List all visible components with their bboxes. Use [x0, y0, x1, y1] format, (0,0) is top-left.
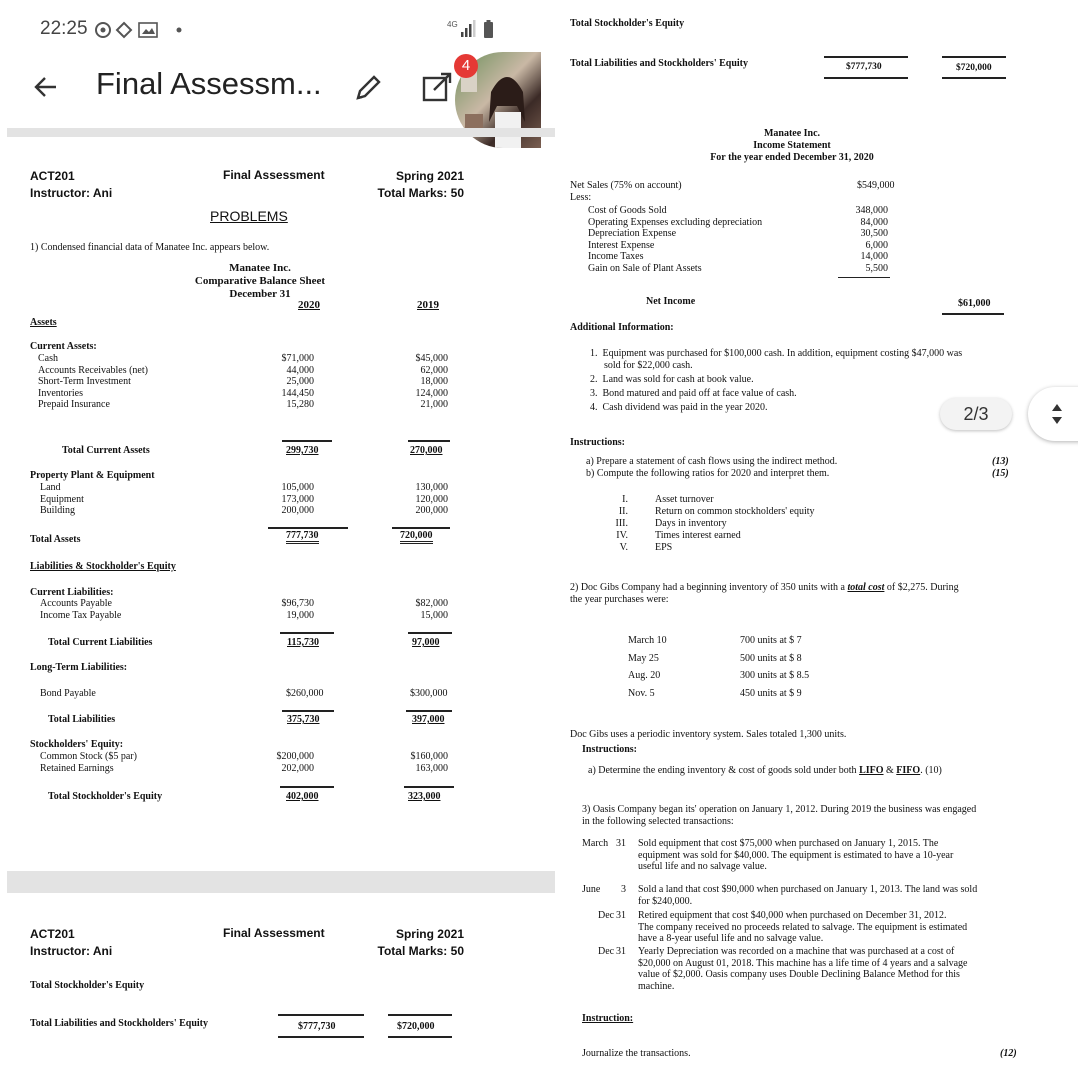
purchase-date: May 25 — [628, 652, 659, 664]
is-company: Manatee Inc. — [763, 128, 821, 139]
info-item — [590, 348, 962, 360]
value-2020: $96,730 — [281, 598, 314, 609]
q3-journalize: Journalize the transactions. — [582, 1048, 691, 1059]
ratio-num: V. — [619, 542, 628, 553]
txn-line: $20,000 on August 01, 2018. This machine has a life time of 4 years and a salvage — [638, 957, 968, 969]
item-num: 4. — [590, 402, 598, 413]
value-2019: 130,000 — [415, 482, 448, 493]
total-assets-label: Total Assets — [30, 534, 81, 545]
q2-instructions-heading: Instructions: — [582, 744, 638, 755]
instructor: Instructor: Ani — [30, 186, 113, 200]
value-2019: $45,000 — [415, 353, 448, 364]
expense-label: Gain on Sale of Plant Assets — [588, 262, 702, 274]
bs-company: Manatee Inc. — [229, 262, 291, 274]
liabilities-heading: Liabilities & Stockholder's Equity — [30, 561, 176, 572]
row-label: Short-Term Investment — [38, 376, 131, 387]
q2-instr-text: a) Determine the ending inventory & cost of goods sold under both — [588, 765, 860, 776]
row-label: Building — [40, 505, 76, 516]
value-2020: $71,000 — [281, 353, 314, 364]
ppe-heading: Property Plant & Equipment — [30, 470, 155, 481]
instruction-b: b) Compute the following ratios for 2020 and interpret them. — [586, 468, 830, 479]
status-time: 22:25 — [40, 18, 88, 39]
txn-line: The company received no proceeds related to salvage. The equipment is estimated — [638, 921, 968, 933]
bs-date: December 31 — [229, 288, 291, 300]
current-assets-2020 — [258, 353, 314, 411]
total-le-2019: $720,000 — [397, 1021, 435, 1032]
document-title: Final Assessm... — [96, 66, 322, 101]
item-num: 2. — [590, 374, 598, 385]
item-text: sold for $22,000 cash. — [604, 360, 693, 371]
page-break — [7, 871, 555, 893]
open-external-icon[interactable] — [420, 72, 454, 104]
q2-instruction-a — [588, 765, 942, 776]
info-item — [590, 374, 962, 386]
row-label: Common Stock ($5 par) — [40, 751, 137, 762]
total-equity-2019: 323,000 — [408, 791, 441, 802]
net-sales-value: $549,000 — [857, 180, 895, 191]
q2-lifo: LIFO — [859, 765, 884, 776]
q3-intro-line: 3) Oasis Company began its' operation on January 1, 2012. During 2019 the business was engaged — [582, 804, 977, 815]
ratio-num: III. — [615, 518, 628, 529]
value-2020: 105,000 — [281, 482, 314, 493]
signal-type: 4G — [447, 20, 458, 29]
ppe-2019 — [390, 482, 448, 517]
expense-value: 84,000 — [860, 216, 888, 228]
total-marks: Total Marks: 50 — [377, 944, 464, 958]
value-2020: 202,000 — [281, 762, 314, 774]
total-equity-label: Total Stockholder's Equity — [30, 980, 145, 991]
value-2020: 173,000 — [281, 493, 314, 505]
q2-amp: & — [883, 765, 897, 776]
scroll-handle[interactable] — [1028, 387, 1078, 441]
expense-label: Operating Expenses excluding depreciation — [588, 216, 763, 228]
value-2020: 19,000 — [286, 609, 314, 621]
net-sales-label: Net Sales (75% on account) — [570, 180, 682, 191]
document-page — [562, 0, 1078, 1080]
value-2019: 62,000 — [420, 364, 448, 376]
total-le-label: Total Liabilities and Stockholders' Equity — [30, 1018, 209, 1029]
ppe-2020 — [258, 482, 314, 517]
ratio-label: Asset turnover — [655, 494, 714, 505]
less-label: Less: — [570, 192, 592, 203]
ratio-label: EPS — [655, 542, 673, 553]
total-equity-label: Total Stockholder's Equity — [48, 791, 163, 802]
current-assets-labels — [38, 353, 148, 411]
q2-intro-cont: the year purchases were: — [570, 594, 669, 605]
top-total-equity-label: Total Stockholder's Equity — [570, 18, 685, 29]
expense-value: 30,500 — [860, 228, 888, 239]
net-income-value: $61,000 — [958, 298, 991, 309]
txn-text — [638, 838, 953, 873]
q2-intro-text: 2) Doc Gibs Company had a beginning inventory of 350 units with a — [570, 582, 848, 593]
expense-value: 14,000 — [860, 251, 888, 262]
col-2020: 2020 — [298, 299, 320, 311]
q3-instruction-heading: Instruction: — [582, 1013, 634, 1024]
txn-month: June — [582, 884, 601, 895]
assets-heading: Assets — [30, 317, 57, 328]
row-label: Accounts Receivables (net) — [38, 364, 148, 376]
assessment-title: Final Assessment — [223, 168, 325, 182]
value-2019: 124,000 — [415, 387, 448, 399]
txn-line: for $240,000. — [638, 895, 693, 907]
value-2019: 21,000 — [420, 399, 448, 410]
row-label: Cash — [38, 353, 58, 364]
current-assets-heading: Current Assets: — [30, 341, 97, 352]
value-2019: $160,000 — [410, 751, 448, 762]
instruction-a-marks: (13) — [992, 456, 1009, 467]
expense-value: 348,000 — [855, 205, 888, 216]
total-assets-2020: 777,730 — [286, 530, 319, 544]
total-equity-2020: 402,000 — [286, 791, 319, 802]
q2-note: Doc Gibs uses a periodic inventory system. Sales totaled 1,300 units. — [570, 729, 847, 740]
lt-liabilities-heading: Long-Term Liabilities: — [30, 662, 128, 673]
total-current-liabilities-label: Total Current Liabilities — [48, 637, 153, 648]
additional-info-heading: Additional Information: — [570, 322, 674, 333]
expense-value: 5,500 — [865, 262, 888, 274]
total-liabilities-label: Total Liabilities — [48, 714, 116, 725]
ratio-label: Times interest earned — [655, 530, 741, 541]
item-num: 3. — [590, 388, 598, 399]
expense-label: Depreciation Expense — [588, 228, 677, 239]
page-indicator: 2/3 — [940, 398, 1012, 430]
purchase-quantities — [740, 632, 809, 702]
q1-intro: 1) Condensed financial data of Manatee Inc. appears below. — [30, 242, 270, 253]
row-label: Inventories — [38, 387, 83, 399]
txn-day: 3 — [621, 884, 626, 895]
value-2019: 120,000 — [415, 493, 448, 505]
purchase-qty: 700 units at $ 7 — [740, 635, 802, 646]
txn-month: March — [582, 838, 609, 849]
ratio-num: IV. — [616, 530, 628, 541]
signal-battery-icon — [460, 18, 496, 40]
q2-intro — [570, 582, 959, 593]
value-2019: 163,000 — [415, 762, 448, 774]
item-num: 1. — [590, 348, 598, 359]
equity-heading: Stockholders' Equity: — [30, 739, 124, 750]
expense-label: Cost of Goods Sold — [588, 205, 667, 216]
txn-day: 31 — [616, 838, 626, 849]
expense-labels — [588, 205, 762, 274]
total-le-2020: $777,730 — [298, 1021, 336, 1032]
txn-line: equipment was sold for $40,000. The equipment is estimated to have a 10-year — [638, 849, 954, 861]
bs-statement: Comparative Balance Sheet — [194, 275, 326, 287]
row-label: Equipment — [40, 493, 84, 505]
txn-day: 31 — [616, 946, 626, 957]
txn-month: Dec — [598, 946, 615, 957]
problems-title: PROBLEMS — [210, 208, 288, 224]
row-label: Land — [40, 482, 61, 493]
notification-badge: 4 — [454, 54, 478, 78]
q3-intro-line: in the following selected transactions: — [582, 816, 734, 827]
bond-payable-2019: $300,000 — [410, 688, 448, 699]
instruction-b-marks: (15) — [992, 468, 1009, 479]
value-2020: 144,450 — [281, 387, 314, 399]
is-statement: Income Statement — [753, 140, 831, 151]
ratio-numerals — [608, 494, 628, 554]
value-2020: 15,280 — [286, 399, 314, 410]
ratio-label: Days in inventory — [655, 518, 727, 529]
instructions1-heading: Instructions: — [570, 437, 626, 448]
is-period: For the year ended December 31, 2020 — [710, 152, 874, 163]
term: Spring 2021 — [395, 927, 464, 941]
txn-line: useful life and no salvage value. — [638, 861, 767, 872]
txn-day: 31 — [616, 910, 626, 921]
item-text: Equipment was purchased for $100,000 cash. In addition, equipment costing $47,000 was — [602, 348, 963, 359]
page-separator — [7, 128, 555, 137]
total-liabilities-2020: 375,730 — [287, 714, 320, 725]
item-text: Land was sold for cash at book value. — [602, 374, 754, 385]
notification-icons — [94, 20, 194, 40]
expense-values — [838, 205, 888, 274]
txn-line: have a 8-year useful life and no salvage value. — [638, 933, 824, 944]
top-total-le-label: Total Liabilities and Stockholders' Equity — [570, 58, 749, 69]
course-code: ACT201 — [30, 927, 75, 941]
current-liabilities-heading: Current Liabilities: — [30, 587, 114, 598]
q3-intro — [582, 804, 976, 828]
purchase-date: Nov. 5 — [628, 687, 655, 699]
value-2020: $200,000 — [276, 751, 314, 762]
ppe-labels — [40, 482, 84, 517]
txn-line: Retired equipment that cost $40,000 when purchased on December 31, 2012. — [638, 910, 947, 921]
info-item — [590, 402, 962, 414]
ratio-num: I. — [622, 494, 628, 505]
additional-info-list — [590, 348, 962, 414]
txn-text — [638, 910, 967, 945]
expense-label: Income Taxes — [588, 251, 644, 262]
row-label: Prepaid Insurance — [38, 399, 110, 410]
info-item — [590, 388, 962, 400]
term: Spring 2021 — [395, 169, 464, 183]
txn-line: value of $2,000. Oasis company uses Double Declining Balance Method for this — [638, 969, 960, 980]
col-2019: 2019 — [417, 299, 439, 311]
purchase-date: March 10 — [628, 635, 667, 646]
balance-sheet-heading — [150, 262, 370, 301]
txn-line: Sold a land that cost $90,000 when purchased on January 1, 2013. The land was sold — [638, 884, 978, 895]
value-2019: $82,000 — [415, 598, 448, 609]
edit-pencil-icon[interactable] — [352, 72, 384, 104]
ratio-label: Return on common stockholders' equity — [655, 506, 815, 517]
purchase-qty: 450 units at $ 9 — [740, 687, 802, 699]
txn-text — [638, 884, 977, 907]
value-2020: 200,000 — [281, 505, 314, 516]
value-2019: 18,000 — [420, 376, 448, 387]
row-label: Income Tax Payable — [40, 609, 122, 621]
top-total-le-2019: $720,000 — [956, 63, 992, 73]
q2-marks: . (10) — [920, 765, 942, 776]
instruction-a: a) Prepare a statement of cash flows using the indirect method. — [586, 456, 838, 467]
purchase-qty: 500 units at $ 8 — [740, 652, 802, 664]
total-liabilities-2019: 397,000 — [412, 714, 445, 725]
course-code: ACT201 — [30, 169, 75, 183]
back-arrow-icon[interactable] — [32, 74, 58, 100]
total-current-assets-label: Total Current Assets — [62, 445, 150, 456]
txn-text — [638, 946, 967, 992]
txn-line: Sold equipment that cost $75,000 when purchased on January 1, 2015. The — [638, 838, 939, 849]
total-current-assets-2020: 299,730 — [286, 445, 319, 456]
total-marks: Total Marks: 50 — [377, 186, 464, 200]
q2-total-cost: total cost — [847, 582, 885, 593]
item-text: Bond matured and paid off at face value of cash. — [602, 388, 797, 399]
expense-label: Interest Expense — [588, 239, 655, 251]
total-current-assets-2019: 270,000 — [410, 445, 443, 456]
total-current-liabilities-2019: 97,000 — [412, 637, 440, 648]
value-2019: 200,000 — [415, 505, 448, 516]
top-total-le-2020: $777,730 — [846, 62, 882, 72]
purchase-date: Aug. 20 — [628, 670, 661, 681]
instructor: Instructor: Ani — [30, 944, 113, 958]
value-2020: 44,000 — [286, 364, 314, 376]
current-assets-2019 — [390, 353, 448, 411]
item-text: Cash dividend was paid in the year 2020. — [602, 402, 768, 413]
bond-payable-label: Bond Payable — [40, 688, 96, 699]
row-label: Retained Earnings — [40, 762, 114, 774]
q2-fifo: FIFO — [896, 765, 921, 776]
info-item-cont — [590, 360, 962, 372]
q2-intro-text: of $2,275. During — [884, 582, 959, 593]
value-2019: 15,000 — [420, 609, 448, 621]
value-2020: 25,000 — [286, 376, 314, 387]
ratio-num: II. — [618, 506, 628, 517]
txn-month: Dec — [598, 910, 615, 921]
income-statement-heading — [682, 128, 902, 164]
total-assets-2019: 720,000 — [400, 530, 433, 544]
ratio-labels — [655, 494, 815, 554]
row-label: Accounts Payable — [40, 598, 112, 609]
net-income-label: Net Income — [646, 296, 696, 307]
purchase-qty: 300 units at $ 8.5 — [740, 670, 810, 681]
purchase-dates — [628, 632, 667, 702]
bond-payable-2020: $260,000 — [286, 688, 324, 699]
expense-value: 6,000 — [865, 239, 888, 251]
q3-marks: (12) — [1000, 1048, 1017, 1059]
assessment-title: Final Assessment — [223, 926, 325, 940]
txn-line: Yearly Depreciation was recorded on a machine that was purchased at a cost of — [638, 946, 955, 957]
total-current-liabilities-2020: 115,730 — [287, 637, 319, 648]
txn-line: machine. — [638, 980, 675, 992]
